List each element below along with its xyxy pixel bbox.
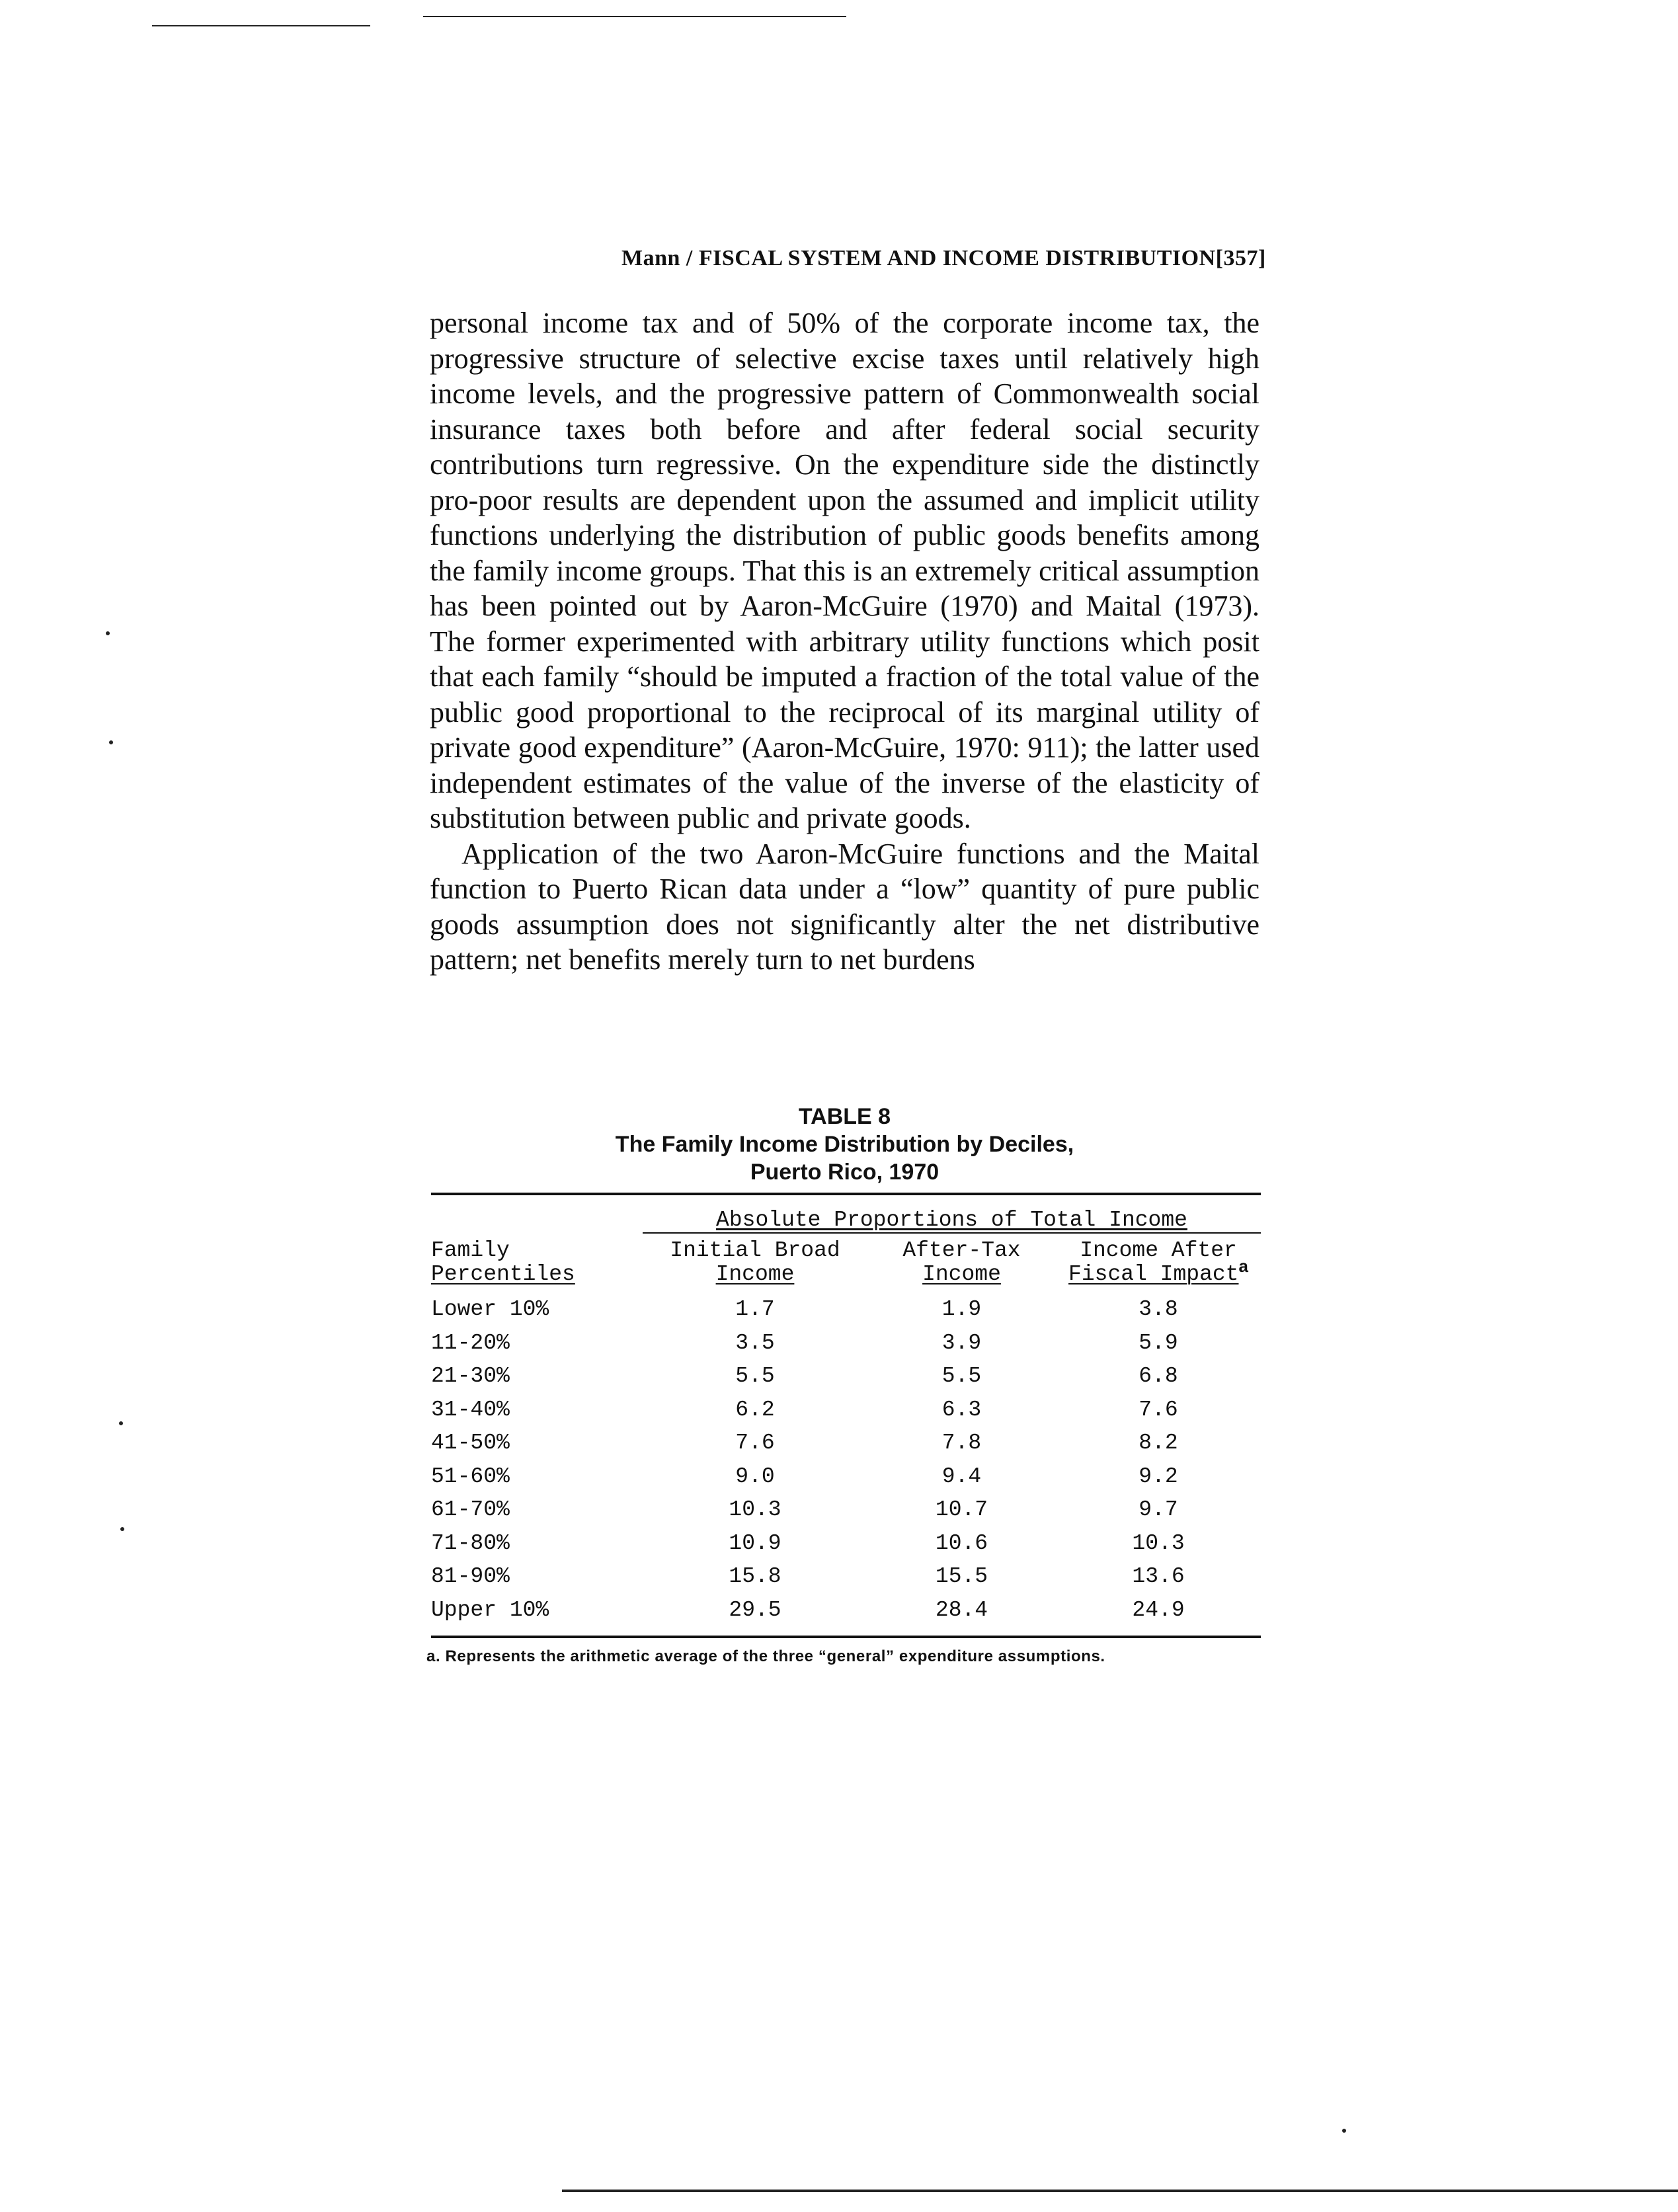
- table-row: 31-40% 6.2 6.3 7.6: [431, 1397, 1178, 1422]
- table-top-rule: [431, 1193, 1261, 1195]
- income-distribution-table: [431, 1203, 1261, 1627]
- table-row: 21-30% 5.5 5.5 6.8: [431, 1364, 1178, 1388]
- table-row: 71-80% 10.9 10.6 10.3: [431, 1530, 1185, 1556]
- table-row: 81-90% 15.8 15.5 13.6: [431, 1564, 1185, 1589]
- page-number: [357]: [1215, 246, 1266, 270]
- column-header-percentiles: Family Percentiles: [431, 1238, 575, 1286]
- table-title: The Family Income Distribution by Deciles,: [615, 1132, 1074, 1157]
- table-row: Lower 10% 1.7 1.9 3.8: [431, 1297, 1178, 1322]
- paragraph-2: Application of the two Aaron-McGuire functions and the Maital function to Puerto Rican data under a “low” quantity of pure public goods assumption does not significantly alter the net distributive pattern; net benefits merely turn to net burdens: [430, 837, 1259, 976]
- table-subtitle: Puerto Rico, 1970: [750, 1160, 939, 1185]
- table-caption: [430, 1103, 1259, 1186]
- table-row: 61-70% 10.3 10.7 9.7: [431, 1497, 1178, 1522]
- running-head-title: Mann / FISCAL SYSTEM AND INCOME DISTRIBUTION: [621, 246, 1216, 270]
- scan-speck: [109, 740, 113, 744]
- table-row: 51-60% 9.0 9.4 9.2: [431, 1464, 1178, 1489]
- column-header-initial-broad-income: Initial Broad Income: [670, 1238, 840, 1286]
- scan-speck: [1342, 2129, 1346, 2133]
- scan-artifact-top-left: [152, 25, 370, 26]
- table-body: [431, 1293, 1261, 1627]
- column-header-income-after-fiscal-impact: Income After Fiscal Impact$^a$: [1068, 1238, 1248, 1286]
- column-header-after-tax-income: After-Tax Income: [902, 1238, 1021, 1286]
- column-spanner: Absolute Proportions of Total Income: [716, 1208, 1187, 1232]
- table-row: Upper 10% 29.5 28.4 24.9: [431, 1597, 1185, 1622]
- table-row: 11-20% 3.5 3.9 5.9: [431, 1330, 1178, 1355]
- running-header: [621, 246, 1269, 271]
- scan-speck: [120, 1527, 124, 1531]
- table-row: 41-50% 7.6 7.8 8.2: [431, 1431, 1178, 1455]
- table-bottom-rule: [431, 1636, 1261, 1638]
- body-text: [430, 305, 1259, 978]
- scan-artifact-top: [423, 16, 846, 17]
- scan-artifact-bottom: [562, 2190, 1678, 2192]
- table-number: TABLE 8: [798, 1104, 891, 1129]
- scan-speck: [106, 631, 110, 635]
- table-footnote: a. Represents the arithmetic average of the three “general” expenditure assumptions.: [426, 1647, 1105, 1665]
- footnote-marker: a: [1238, 1256, 1248, 1276]
- paragraph-1: personal income tax and of 50% of the corporate income tax, the progressive structure of selective excise taxes until relatively high income levels, and the progressive pattern of Commonwealth social insurance taxes both before and after federal social security contributions turn regressive. On the expenditure side the distinctly pro-poor results are dependent upon the assumed and implicit utility functions underlying the distribution of public goods benefits among the family income groups. That this is an extremely critical assumption has been pointed out by Aaron-McGuire (1970) and Maital (1973). The former experimented with arbitrary utility functions which posit that each family “should be imputed a fraction of the total value of the public good proportional to the reciprocal of its marginal utility of private good expenditure” (Aaron-McGuire, 1970: 911); the latter used independent estimates of the value of the inverse of the elasticity of substitution between public and private goods.: [430, 307, 1259, 834]
- scan-speck: [119, 1421, 123, 1425]
